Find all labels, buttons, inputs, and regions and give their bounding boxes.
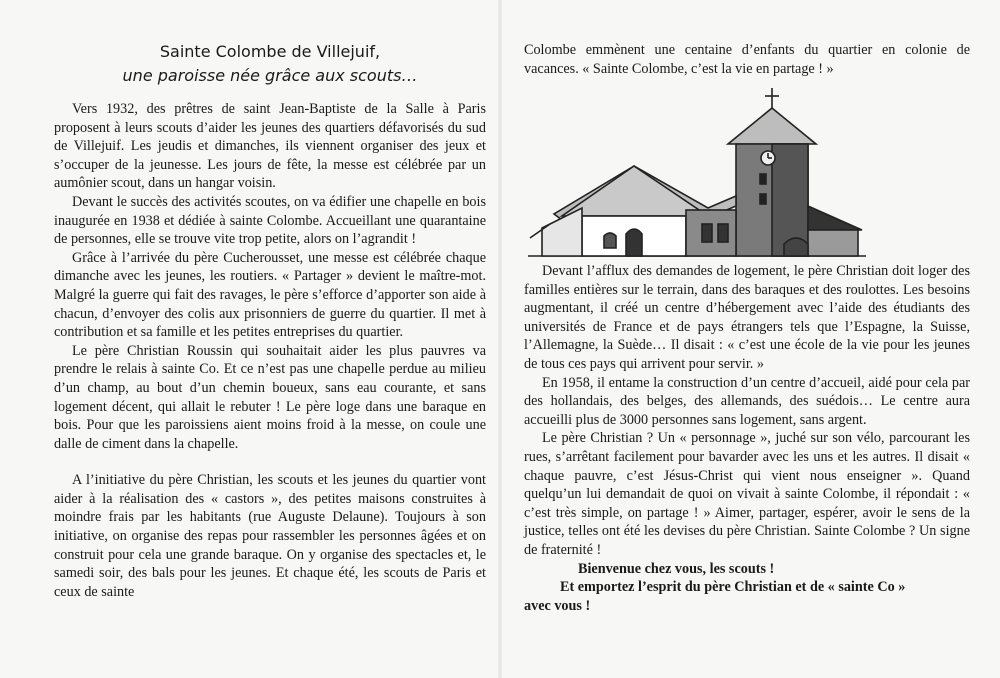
paragraph: Vers 1932, des prêtres de saint Jean-Baptiste de la Salle à Paris proposent à leurs scouts d’aider les jeunes des quartiers défavorisés du sud de Villejuif. Les jeudis et dimanches, ils viennent organiser des jeux et s’occuper de la jeunesse. Les jours de fête, la messe est célébrée par un aumônier scout, dans un hangar voisin. [54, 101, 486, 192]
title-line-1: Sainte Colombe de Villejuif, [159, 42, 381, 61]
paragraph: Devant le succès des activités scoutes, on va édifier une chapelle en bois inaugurée en 1938 et dédiée à sainte Colombe. Accueillant une quarantaine de personnes, elle se trouve vite trop petite, alors on l’agrandit ! [54, 193, 486, 248]
left-column [54, 100, 486, 601]
paragraph: Colombe emmènent une centaine d’enfants du quartier en colonie de vacances. « Sainte Colombe, c’est la vie en partage ! » [524, 42, 970, 77]
right-column-top [524, 41, 970, 78]
paragraph: Le père Christian Roussin qui souhaitait aider les plus pauvres va prendre le relais à sainte Co. Et ce n’est pas une chapelle perdue au milieu d’un champ, au bout d’un chemin boueux, sans eau courante, et sans logement décent, qui allait le rebuter ! Le père loge dans une baraque en bois. Pour que les paroissiens aient moins froid à la messe, on coule une dalle de ciment dans la chapelle. [54, 342, 486, 452]
paragraph: Le père Christian ? Un « personnage », juché sur son vélo, parcourant les rues, s’arrêtant facilement pour bavarder avec les uns et les autres. Il disait « chaque pauvre, c’est Jésus-Christ qui vient nous enseigner ». Quand quelqu’un lui demandait de quoi on vivait à sainte Colombe, il répondait : « c’est très simple, on partage ! » Aimer, partager, espérer, avoir le sens de la justice, telles ont été les devises du père Christian. Sainte Colombe ? Un signe de fraternité ! [524, 430, 970, 558]
page-fold [498, 0, 502, 678]
document-title [54, 40, 486, 88]
paragraph: Grâce à l’arrivée du père Cucherousset, une messe est célébrée chaque dimanche avec les jeunes, les routiers. « Partager » devient le maître-mot. Malgré la guerre qui fait des ravages, le père s’efforce d’apporter son aide à chacun, d’envoyer des colis aux prisonniers de guerre du quartier. Il met à contribution et sa famille et les petites entreprises du quartier. [54, 249, 486, 341]
paragraph: En 1958, il entame la construction d’un centre d’accueil, aidé pour cela par des hollandais, des belges, des allemands, des suédois… Le centre aura accueilli plus de 3000 personnes sans logement, sans argent. [524, 374, 970, 428]
closing-line-1: Bienvenue chez vous, les scouts ! [578, 560, 775, 577]
right-column [524, 262, 970, 615]
closing-line-2: Et emportez l’esprit du père Christian et de « sainte Co » [560, 579, 906, 596]
church-drawing-icon [528, 88, 866, 256]
paragraph: A l’initiative du père Christian, les scouts et les jeunes du quartier vont aider à la réalisation des « castors », des petites maisons construites à moindre frais par les habitants (rue Auguste Delaune). Toujours à son initiative, on organise des repas pour rassembler les personnes âgées et on construit pour cela une grande baraque. On y organise des spectacles et, le samedi soir, des bals pour les jeunes. Et chaque été, les scouts de Paris et ceux de sainte [54, 472, 486, 600]
closing-line-3: avec vous ! [524, 597, 591, 614]
title-line-2: une paroisse née grâce aux scouts… [122, 66, 418, 85]
church-illustration [522, 78, 868, 268]
paragraph: Devant l’afflux des demandes de logement, le père Christian doit loger des familles entières sur le terrain, dans des baraques et des roulottes. Les besoins augmentant, il créé un centre d’hébergement avec l’aide des étudiants des universités de France et de pays étrangers tels que l’Espagne, la Suisse, l’Allemagne, la Suède… Il disait : « c’est une école de la vie pour les jeunes de tous ces pays qui arrivent pour servir. » [524, 263, 970, 372]
